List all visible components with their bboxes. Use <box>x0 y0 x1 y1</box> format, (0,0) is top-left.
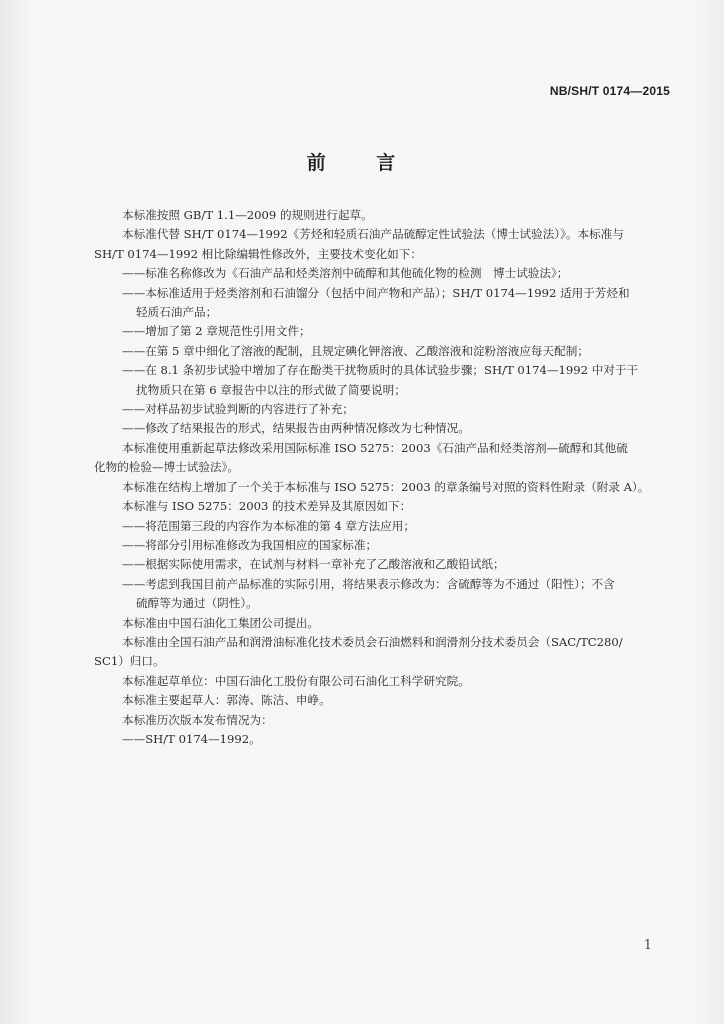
body-line: 本标准历次版本发布情况为： <box>122 712 273 727</box>
body-line: ——将部分引用标准修改为我国相应的国家标准； <box>122 537 378 552</box>
body-line: ——考虑到我国目前产品标准的实际引用，将结果表示修改为：含硫醇等为不通过（阳性）；不含 <box>122 576 615 591</box>
body-line: ——根据实际使用需求，在试剂与材料一章补充了乙酸溶液和乙酸铅试纸； <box>122 557 505 572</box>
body-line: 本标准由全国石油产品和润滑油标准化技术委员会石油燃料和润滑剂分技术委员会（SAC/TC280/ <box>122 634 623 649</box>
page-title: 前 言 <box>306 152 418 174</box>
body-line: ——增加了第 2 章规范性引用文件； <box>122 324 311 339</box>
body-line: 轻质石油产品； <box>136 305 218 320</box>
body-line: ——SH/T 0174—1992。 <box>122 731 261 746</box>
body-line: 本标准主要起草人：郭涛、陈洁、申峥。 <box>122 693 331 708</box>
body-line: ——本标准适用于烃类溶剂和石油馏分（包括中间产物和产品）；SH/T 0174—1992 适用于芳烃和 <box>122 285 630 300</box>
body-line: 本标准在结构上增加了一个关于本标准与 ISO 5275：2003 的章条编号对照的资料性附录（附录 A）。 <box>122 479 650 494</box>
body-line: 本标准按照 GB/T 1.1—2009 的规则进行起草。 <box>122 208 373 222</box>
page-number: 1 <box>643 938 652 953</box>
standard-code: NB/SH/T 0174—2015 <box>549 84 670 98</box>
body-line: 本标准由中国石油化工集团公司提出。 <box>122 615 320 630</box>
body-line: ——修改了结果报告的形式，结果报告由两种情况修改为七种情况。 <box>122 421 470 436</box>
body-line: 本标准与 ISO 5275：2003 的技术差异及其原因如下： <box>122 499 412 514</box>
body-line: SC1）归口。 <box>94 654 165 669</box>
body-line: ——在第 5 章中细化了溶液的配制，且规定碘化钾溶液、乙酸溶液和淀粉溶液应每天配制； <box>122 343 589 358</box>
body-line: ——标准名称修改为《石油产品和烃类溶剂中硫醇和其他硫化物的检测 博士试验法》； <box>122 266 569 281</box>
body-line: 扰物质只在第 6 章报告中以注的形式做了简要说明； <box>136 382 406 397</box>
foreword-body <box>94 206 673 749</box>
body-line: SH/T 0174—1992 相比除编辑性修改外，主要技术变化如下： <box>94 246 422 261</box>
body-line: 本标准代替 SH/T 0174—1992《芳烃和轻质石油产品硫醇定性试验法（博士试验法）》。本标准与 <box>122 227 624 242</box>
body-line: ——对样品初步试验判断的内容进行了补充； <box>122 402 354 417</box>
body-line: ——将范围第三段的内容作为本标准的第 4 章方法应用； <box>122 518 415 533</box>
body-line: ——在 8.1 条初步试验中增加了存在酚类干扰物质时的具体试验步骤；SH/T 0174—1992 中对于干 <box>122 363 639 378</box>
body-line: 化物的检验—博士试验法》。 <box>94 460 239 475</box>
body-line: 本标准使用重新起草法修改采用国际标准 ISO 5275：2003《石油产品和烃类溶剂—硫醇和其他硫 <box>122 440 628 455</box>
body-line: 本标准起草单位：中国石油化工股份有限公司石油化工科学研究院。 <box>122 673 470 688</box>
body-line: 硫醇等为通过（阴性）。 <box>136 596 258 611</box>
